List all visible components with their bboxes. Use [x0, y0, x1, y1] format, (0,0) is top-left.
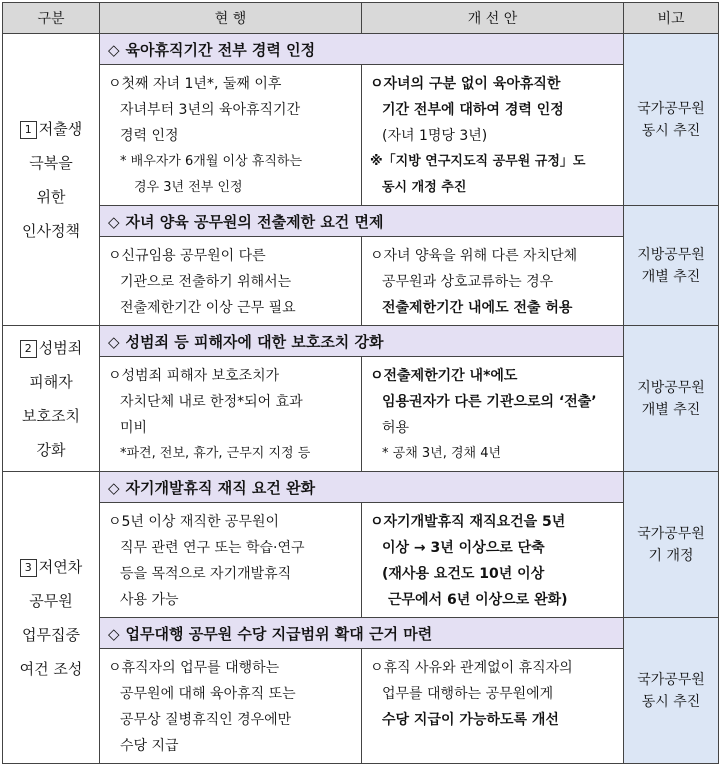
- subtitle: ◇ 업무대행 공무원 수당 지급범위 확대 근거 마련: [100, 618, 624, 649]
- section-3-title-line: 저연차: [38, 557, 83, 576]
- table-header-row: [3, 3, 719, 34]
- content-row: [3, 237, 719, 326]
- diamond-icon: ◇: [108, 478, 120, 497]
- section-2-subtitle-row: [3, 326, 719, 357]
- section-1-category: [3, 34, 100, 326]
- remark-cell: 국가공무원 동시 추진: [624, 34, 719, 206]
- section-1-subtitle-row-1: [3, 34, 719, 65]
- header-remark: 비고: [624, 3, 719, 34]
- subtitle: ◇ 자기개발휴직 재직 요건 완화: [100, 472, 624, 503]
- remark-cell: 지방공무원 개별 추진: [624, 326, 719, 472]
- comparison-table: [2, 2, 719, 764]
- diamond-icon: ◇: [108, 624, 120, 643]
- subtitle: ◇ 성범죄 등 피해자에 대한 보호조치 강화: [100, 326, 624, 357]
- section-2-title-line: 보호조치: [22, 406, 80, 425]
- current-cell: ㅇ신규임용 공무원이 다른 기관으로 전출하기 위해서는 전출제한기간 이상 근무 필요: [100, 237, 362, 326]
- improvement-cell: ㅇ자기개발휴직 재직요건을 5년 이상 → 3년 이상으로 단축 (재사용 요건도 10년 이상 근무에서 6년 이상으로 완화): [362, 503, 624, 618]
- current-cell: ㅇ성범죄 피해자 보호조치가 자치단체 내로 한정*되어 효과 미비 *파견, 전보, 휴가, 근무지 지정 등: [100, 357, 362, 472]
- section-1-number: 1: [20, 121, 37, 139]
- remark-cell: 국가공무원 동시 추진: [624, 618, 719, 764]
- header-category: 구분: [3, 3, 100, 34]
- current-cell: ㅇ5년 이상 재직한 공무원이 직무 관련 연구 또는 학습·연구 등을 목적으로 자기개발휴직 사용 가능: [100, 503, 362, 618]
- section-2-title-line: 강화: [36, 440, 66, 459]
- section-2-title-line: 성범죄: [38, 338, 83, 357]
- header-improvement: 개 선 안: [362, 3, 624, 34]
- remark-cell: 국가공무원 기 개정: [624, 472, 719, 618]
- content-row: [3, 503, 719, 618]
- section-3-subtitle-row-1: [3, 472, 719, 503]
- header-current: 현 행: [100, 3, 362, 34]
- section-1-title-line: 위한: [36, 187, 66, 206]
- diamond-icon: ◇: [108, 40, 120, 59]
- content-row: [3, 357, 719, 472]
- section-2-category: [3, 326, 100, 472]
- section-3-category: [3, 472, 100, 764]
- improvement-cell: ㅇ자녀 양육을 위해 다른 자치단체 공무원과 상호교류하는 경우 전출제한기간 내에도 전출 허용: [362, 237, 624, 326]
- content-row: [3, 65, 719, 206]
- section-3-number: 3: [20, 559, 37, 577]
- section-1-title-line: 극복을: [29, 153, 73, 172]
- improvement-cell: ㅇ자녀의 구분 없이 육아휴직한 기간 전부에 대하여 경력 인정 (자녀 1명당 3년) ※「지방 연구지도직 공무원 규정」도 동시 개정 추진: [362, 65, 624, 206]
- remark-cell: 지방공무원 개별 추진: [624, 206, 719, 326]
- subtitle: ◇ 육아휴직기간 전부 경력 인정: [100, 34, 624, 65]
- current-cell: ㅇ첫째 자녀 1년*, 둘째 이후 자녀부터 3년의 육아휴직기간 경력 인정 * 배우자가 6개월 이상 휴직하는 경우 3년 전부 인정: [100, 65, 362, 206]
- diamond-icon: ◇: [108, 332, 120, 351]
- current-cell: ㅇ휴직자의 업무를 대행하는 공무원에 대해 육아휴직 또는 공무상 질병휴직인 경우에만 수당 지급: [100, 649, 362, 764]
- section-3-title-line: 여건 조성: [19, 659, 83, 678]
- section-3-title-line: 공무원: [29, 591, 73, 610]
- section-3-title-line: 업무집중: [22, 625, 80, 644]
- section-2-title-line: 피해자: [29, 372, 73, 391]
- section-2-number: 2: [20, 340, 37, 358]
- section-1-title-line: 인사정책: [22, 221, 80, 240]
- improvement-cell: ㅇ전출제한기간 내*에도 임용권자가 다른 기관으로의 ‘전출’ 허용 * 공채 3년, 경채 4년: [362, 357, 624, 472]
- section-1-subtitle-row-2: [3, 206, 719, 237]
- subtitle: ◇ 자녀 양육 공무원의 전출제한 요건 면제: [100, 206, 624, 237]
- section-3-subtitle-row-2: [3, 618, 719, 649]
- diamond-icon: ◇: [108, 212, 120, 231]
- section-1-title-line: 저출생: [38, 119, 83, 138]
- improvement-cell: ㅇ휴직 사유와 관계없이 휴직자의 업무를 대행하는 공무원에게 수당 지급이 가능하도록 개선: [362, 649, 624, 764]
- content-row: [3, 649, 719, 764]
